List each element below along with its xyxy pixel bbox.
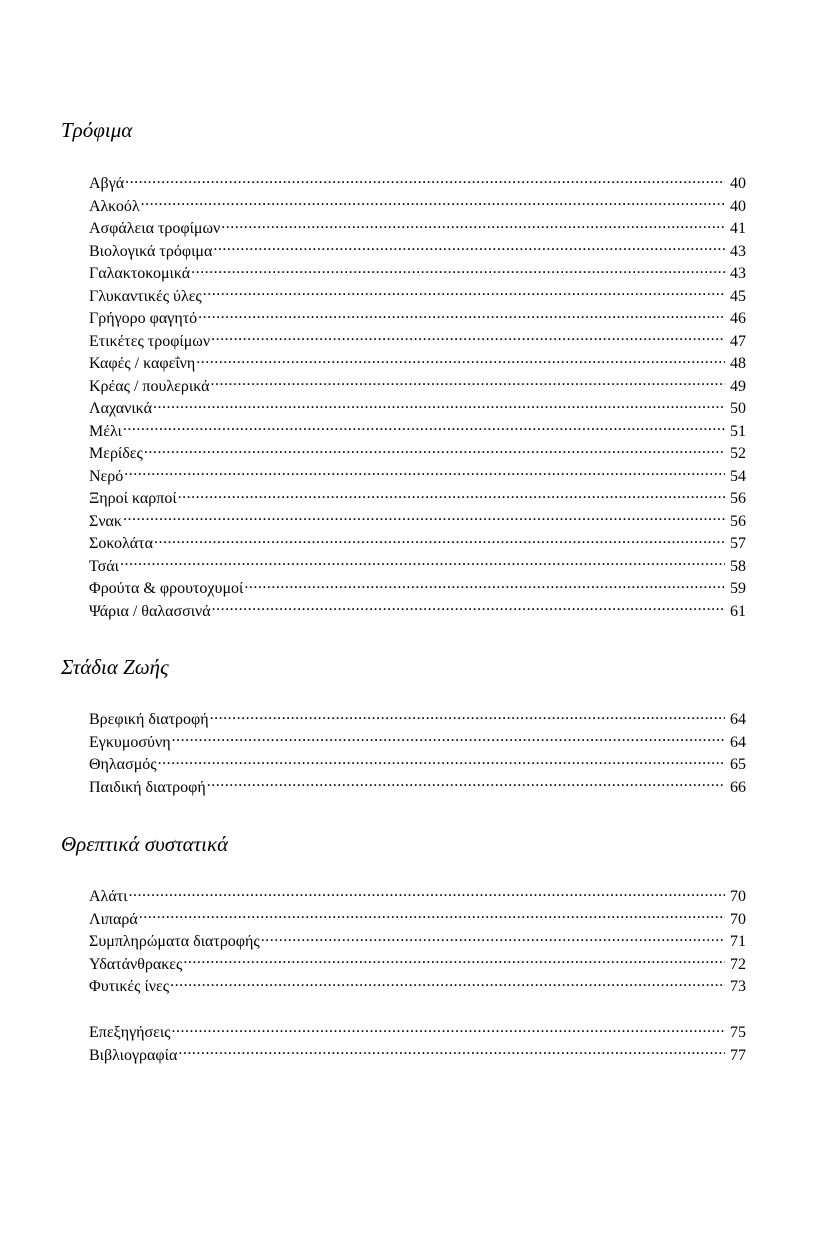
toc-entry-label: Καφές / καφεΐνη xyxy=(89,355,196,372)
toc-entry-label: Αλάτι xyxy=(89,888,128,905)
dot-leader xyxy=(123,420,725,436)
toc-entry-page: 65 xyxy=(730,756,746,773)
dot-leader xyxy=(158,753,725,769)
toc-entry-label: Ξηροί καρποί xyxy=(89,490,177,507)
toc-entry-page: 46 xyxy=(730,310,746,327)
toc-entry-page: 43 xyxy=(730,242,746,260)
dot-leader xyxy=(191,262,725,278)
toc-entry-page: 77 xyxy=(730,1046,746,1064)
dot-leader xyxy=(141,195,725,211)
dot-leader xyxy=(244,577,725,593)
toc-entry xyxy=(89,975,746,998)
toc-entry-label: Βιβλιογραφία xyxy=(89,1046,178,1064)
toc-entry-page: 66 xyxy=(730,778,746,796)
toc-entry-label: Σνακ xyxy=(89,512,122,530)
dot-leader xyxy=(170,975,725,991)
dot-leader xyxy=(211,375,726,391)
toc-entry-page: 64 xyxy=(730,711,746,728)
toc-entry xyxy=(89,776,746,799)
toc-entry xyxy=(89,555,746,578)
toc-entry-label: Μέλι xyxy=(89,422,122,440)
toc-list-appendix xyxy=(89,1021,746,1066)
toc-entry-page: 54 xyxy=(730,467,746,485)
toc-entry-page: 40 xyxy=(730,197,746,215)
toc-entry xyxy=(89,240,746,263)
toc-entry-label: Μερίδες xyxy=(89,445,143,462)
toc-entry-page: 56 xyxy=(730,512,746,530)
toc-entry-page: 57 xyxy=(730,535,746,552)
dot-leader xyxy=(123,510,725,526)
toc-entry xyxy=(89,753,746,776)
toc-entry-label: Συμπληρώματα διατροφής xyxy=(89,933,260,950)
toc-entry xyxy=(89,420,746,443)
toc-entry-page: 51 xyxy=(730,422,746,440)
toc-list-life-stages xyxy=(89,708,746,798)
toc-entry-page: 70 xyxy=(730,888,746,905)
toc-entry xyxy=(89,352,746,375)
toc-entry-label: Εγκυμοσύνη xyxy=(89,733,171,751)
dot-leader xyxy=(120,555,725,571)
toc-entry-page: 75 xyxy=(730,1024,746,1041)
toc-entry-label: Νερό xyxy=(89,467,124,485)
toc-entry xyxy=(89,953,746,976)
toc-entry-page: 40 xyxy=(730,175,746,192)
toc-entry-label: Γλυκαντικές ύλες xyxy=(89,287,202,305)
toc-entry xyxy=(89,217,746,240)
dot-leader xyxy=(196,352,725,368)
toc-entry-label: Τσάι xyxy=(89,557,119,575)
toc-entry-page: 70 xyxy=(730,910,746,928)
toc-entry-page: 49 xyxy=(730,377,746,395)
toc-entry xyxy=(89,195,746,218)
toc-entry xyxy=(89,577,746,600)
toc-entry-label: Θηλασμός xyxy=(89,756,157,773)
toc-entry-label: Γαλακτοκομικά xyxy=(89,265,191,282)
toc-entry-page: 43 xyxy=(730,265,746,282)
section-title-foods: Τρόφιμα xyxy=(61,118,133,142)
toc-entry-page: 61 xyxy=(730,602,746,620)
toc-entry xyxy=(89,307,746,330)
toc-entry xyxy=(89,285,746,308)
dot-leader xyxy=(153,397,725,413)
toc-entry-label: Λαχανικά xyxy=(89,400,152,417)
toc-entry xyxy=(89,930,746,953)
dot-leader xyxy=(178,1044,725,1060)
dot-leader xyxy=(154,532,725,548)
section-title-nutrients: Θρεπτικά συστατικά xyxy=(61,832,229,856)
toc-entry-label: Ψάρια / θαλασσινά xyxy=(89,602,211,620)
toc-entry-label: Σοκολάτα xyxy=(89,535,153,552)
dot-leader xyxy=(183,953,725,969)
dot-leader xyxy=(144,442,725,458)
toc-entry xyxy=(89,330,746,353)
dot-leader xyxy=(124,465,725,481)
dot-leader xyxy=(213,240,725,256)
dot-leader xyxy=(212,600,725,616)
toc-entry xyxy=(89,510,746,533)
toc-entry-page: 58 xyxy=(730,557,746,575)
toc-entry-label: Αλκοόλ xyxy=(89,197,140,215)
toc-entry-page: 56 xyxy=(730,490,746,507)
toc-entry-page: 52 xyxy=(730,445,746,462)
toc-entry-label: Επεξηγήσεις xyxy=(89,1024,171,1041)
dot-leader xyxy=(139,908,725,924)
toc-entry-label: Αβγά xyxy=(89,175,125,192)
dot-leader xyxy=(203,285,725,301)
toc-entry-page: 47 xyxy=(730,332,746,350)
toc-entry-label: Φυτικές ίνες xyxy=(89,978,170,995)
toc-entry xyxy=(89,708,746,731)
toc-entry-page: 48 xyxy=(730,355,746,372)
toc-entry-page: 73 xyxy=(730,978,746,995)
toc-list-nutrients xyxy=(89,885,746,998)
dot-leader xyxy=(261,930,725,946)
dot-leader xyxy=(178,487,725,503)
toc-entry-label: Γρήγορο φαγητό xyxy=(89,310,198,327)
toc-entry-page: 71 xyxy=(730,933,746,950)
toc-entry-page: 50 xyxy=(730,400,746,417)
toc-entry xyxy=(89,1021,746,1044)
toc-entry xyxy=(89,375,746,398)
toc-entry-label: Παιδική διατροφή xyxy=(89,778,206,796)
toc-list-foods xyxy=(89,172,746,622)
toc-entry xyxy=(89,487,746,510)
dot-leader xyxy=(211,330,725,346)
toc-entry xyxy=(89,442,746,465)
dot-leader xyxy=(172,731,725,747)
dot-leader xyxy=(172,1021,726,1037)
toc-entry-label: Ασφάλεια τροφίμων xyxy=(89,220,221,237)
dot-leader xyxy=(207,776,725,792)
toc-entry-label: Βρεφική διατροφή xyxy=(89,711,209,728)
dot-leader xyxy=(221,217,725,233)
toc-entry-page: 64 xyxy=(730,733,746,751)
toc-entry xyxy=(89,172,746,195)
toc-entry-page: 59 xyxy=(730,580,746,597)
toc-entry xyxy=(89,908,746,931)
dot-leader xyxy=(125,172,725,188)
toc-entry xyxy=(89,1044,746,1067)
dot-leader xyxy=(210,708,725,724)
toc-entry-page: 45 xyxy=(730,287,746,305)
toc-entry xyxy=(89,262,746,285)
toc-entry-page: 72 xyxy=(730,955,746,973)
toc-entry-label: Κρέας / πουλερικά xyxy=(89,377,210,395)
toc-entry-label: Ετικέτες τροφίμων xyxy=(89,332,211,350)
toc-entry xyxy=(89,885,746,908)
dot-leader xyxy=(198,307,725,323)
toc-entry xyxy=(89,397,746,420)
toc-entry xyxy=(89,600,746,623)
toc-entry-label: Φρούτα & φρουτοχυμοί xyxy=(89,580,244,597)
toc-entry-label: Λιπαρά xyxy=(89,910,138,928)
toc-entry xyxy=(89,731,746,754)
toc-entry-label: Υδατάνθρακες xyxy=(89,955,183,973)
toc-entry-page: 41 xyxy=(730,220,746,237)
toc-entry xyxy=(89,465,746,488)
section-title-life-stages: Στάδια Ζωής xyxy=(61,655,169,679)
dot-leader xyxy=(128,885,725,901)
toc-entry xyxy=(89,532,746,555)
toc-entry-label: Βιολογικά τρόφιμα xyxy=(89,242,213,260)
